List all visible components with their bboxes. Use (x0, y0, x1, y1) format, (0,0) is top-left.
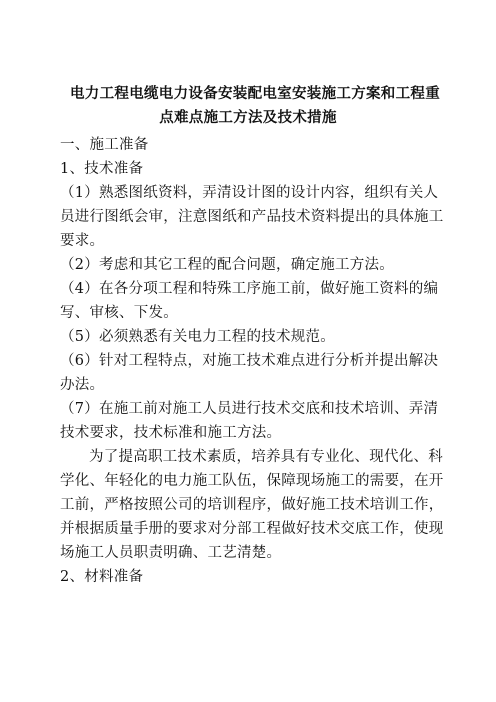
paragraph-line: 工前，严格按照公司的培训程序，做好施工技术培训工作， (60, 497, 444, 513)
paragraph-line: 学化、年轻化的电力施工队伍，保障现场施工的需要，在开 (60, 473, 444, 489)
paragraph-line: 为了提高职工技术素质，培养具有专业化、现代化、科 (89, 449, 443, 465)
paragraph-line: 场施工人员职责明确、工艺清楚。 (60, 545, 282, 561)
subsection-heading: 1、技术准备 (60, 161, 144, 177)
paragraph-line: （4）在各分项工程和特殊工序施工前，做好施工资料的编 (60, 281, 439, 297)
paragraph-line: （7）在施工前对施工人员进行技术交底和技术培训、弄清 (60, 401, 439, 417)
paragraph-line: 技术要求，技术标准和施工方法。 (60, 425, 282, 441)
paragraph-line: （6）针对工程特点，对施工技术难点进行分析并提出解决 (60, 353, 439, 369)
section-heading: 一、施工准备 (60, 137, 149, 153)
paragraph-line: 写、审核、下发。 (60, 305, 178, 321)
paragraph-line: （2）考虑和其它工程的配合问题，确定施工方法。 (60, 257, 394, 273)
paragraph-line: （5）必须熟悉有关电力工程的技术规范。 (60, 329, 335, 345)
document-title-line-2: 点难点施工方法及技术措施 (159, 109, 337, 126)
paragraph-line: （1）熟悉图纸资料，弄清设计图的设计内容，组织有关人 (60, 185, 439, 201)
paragraph-line: 员进行图纸会审，注意图纸和产品技术资料提出的具体施工 (60, 209, 444, 225)
paragraph-line: 并根据质量手册的要求对分部工程做好技术交底工作，使现 (60, 521, 444, 537)
subsection-heading: 2、材料准备 (60, 569, 144, 585)
document-title-line-1: 电力工程电缆电力设备安装配电室安装施工方案和工程重 (70, 85, 440, 102)
paragraph-line: 要求。 (60, 233, 105, 249)
paragraph-line: 办法。 (60, 377, 105, 393)
